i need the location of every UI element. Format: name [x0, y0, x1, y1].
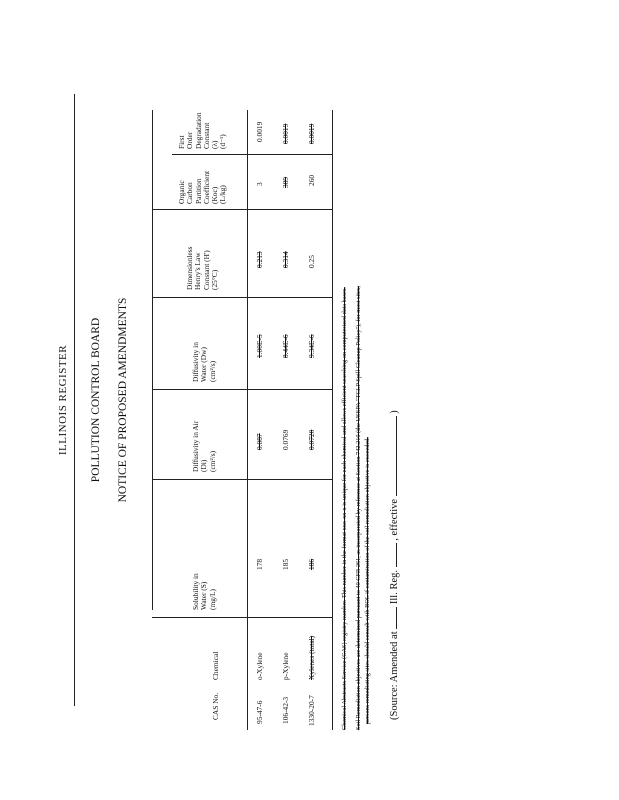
cell-diffusivity-water: 1.00E-5: [255, 334, 264, 358]
header-koc: [178, 171, 228, 204]
header-line: (L/kg): [218, 185, 228, 204]
header-line: Coefficient: [201, 170, 211, 204]
header-line: Constant (H'): [201, 250, 211, 290]
header-line: Solubility in: [191, 573, 200, 610]
board-name: POLLUTION CONTROL BOARD: [90, 317, 102, 483]
footnote-remediation-line-2: persons remediating sites should consult with BOL if contamination of the soil remediation objective is exceeded.: [364, 437, 371, 724]
cell-decay: 0.0019: [255, 121, 264, 142]
cell-henry: 0.25: [307, 255, 316, 268]
cell-diffusivity-air: 0.0720: [307, 429, 316, 450]
date-blank: [387, 416, 397, 496]
cell-cas: 1330-20-7: [307, 695, 316, 726]
header-line: Carbon: [185, 182, 195, 204]
cell-koc: 3: [255, 182, 264, 186]
page-blank: [387, 543, 397, 567]
header-line: (λ): [210, 140, 220, 149]
table-bottom-rule: [332, 110, 333, 730]
header-line: Diffusivity in Air: [191, 420, 200, 472]
header-line: First: [177, 135, 186, 149]
col-divider: [152, 297, 332, 298]
header-decay: [178, 112, 228, 149]
source-amendment-line: [387, 410, 400, 720]
header-line: Order: [185, 131, 195, 149]
cell-solubility: 178: [255, 558, 264, 570]
header-line: Henry's Law: [193, 252, 203, 290]
col-divider: [152, 617, 332, 618]
cell-diffusivity-water: 8.44E-6: [281, 334, 290, 358]
header-diffusivity-water: [192, 342, 217, 382]
col-divider: [152, 479, 332, 480]
col-divider: [152, 389, 332, 390]
header-line: Water (S): [199, 581, 209, 610]
cell-diffusivity-air: 0.0769: [281, 429, 290, 450]
header-line: (d⁻¹): [218, 134, 228, 149]
cell-chemical: o-Xylene: [255, 652, 264, 680]
cell-henry: 0.213: [255, 251, 264, 268]
header-line: (Di): [199, 459, 209, 472]
header-line: (25°C): [209, 269, 219, 290]
header-line: Diffusivity in: [191, 342, 200, 382]
register-title: ILLINOIS REGISTER: [57, 344, 69, 456]
source-prefix: (Source: Amended at: [389, 631, 400, 720]
notice-title: NOTICE OF PROPOSED AMENDMENTS: [117, 297, 129, 503]
header-line: Constant: [201, 122, 211, 149]
cell-cas: 95-47-6: [255, 700, 264, 724]
header-solubility: [192, 573, 217, 610]
footnote-cas: Chemical Abstracts Service (CAS) registry number. This number in the format xxx-xx-x is unique for each chemical and allows efficient searching on computerized data bases.: [341, 287, 348, 730]
header-line: Partition: [193, 178, 203, 204]
cell-koc: 389: [281, 176, 290, 188]
col-divider: [172, 154, 332, 155]
header-line: Degradation: [193, 112, 203, 149]
cell-decay: 0.0019: [307, 123, 316, 144]
cell-cas: 106-42-3: [281, 696, 290, 724]
cell-solubility: 185: [281, 558, 290, 570]
cell-decay: 0.0019: [281, 123, 290, 144]
cell-solubility: 186: [307, 558, 316, 570]
header-line: Water (Dw): [199, 347, 209, 382]
header-line: (cm²/s): [207, 450, 217, 472]
cell-diffusivity-air: 0.087: [255, 433, 264, 450]
header-line: (Koc): [210, 186, 220, 204]
header-line: Organic: [177, 180, 186, 204]
header-line: Dimensionless: [185, 246, 194, 290]
header-chemical: Chemical: [211, 651, 220, 680]
table-top-rule: [152, 110, 153, 610]
header-line: (mg/L): [207, 589, 217, 610]
col-divider: [152, 209, 332, 210]
source-reg: Ill. Reg.: [389, 569, 400, 605]
source-effective: , effective: [389, 498, 400, 541]
header-henry: [186, 246, 219, 290]
cell-henry: 0.314: [281, 251, 290, 268]
source-close: ): [389, 410, 400, 414]
volume-blank: [387, 607, 397, 629]
cell-diffusivity-water: 9.34E-6: [307, 334, 316, 358]
header-line: (cm²/s): [207, 360, 217, 382]
chemical-properties-table: [152, 110, 352, 730]
table-header-rule: [247, 110, 248, 730]
cell-chemical: Xylenes (total): [307, 635, 316, 680]
cell-koc: 260: [307, 174, 316, 186]
header-cas: CAS No.: [211, 692, 220, 720]
cell-chemical: p-Xylene: [281, 652, 290, 680]
header-rule: [74, 94, 75, 706]
footnote-remediation-line-1: Soil Remediation objectives are determined pursuant to 40 CFR 261, as incorporated by reference at Section 742.210 (the USEPA "TCLP Spill Cleanup Policy"), for most sites;: [355, 286, 362, 730]
header-diffusivity-air: [192, 421, 217, 472]
